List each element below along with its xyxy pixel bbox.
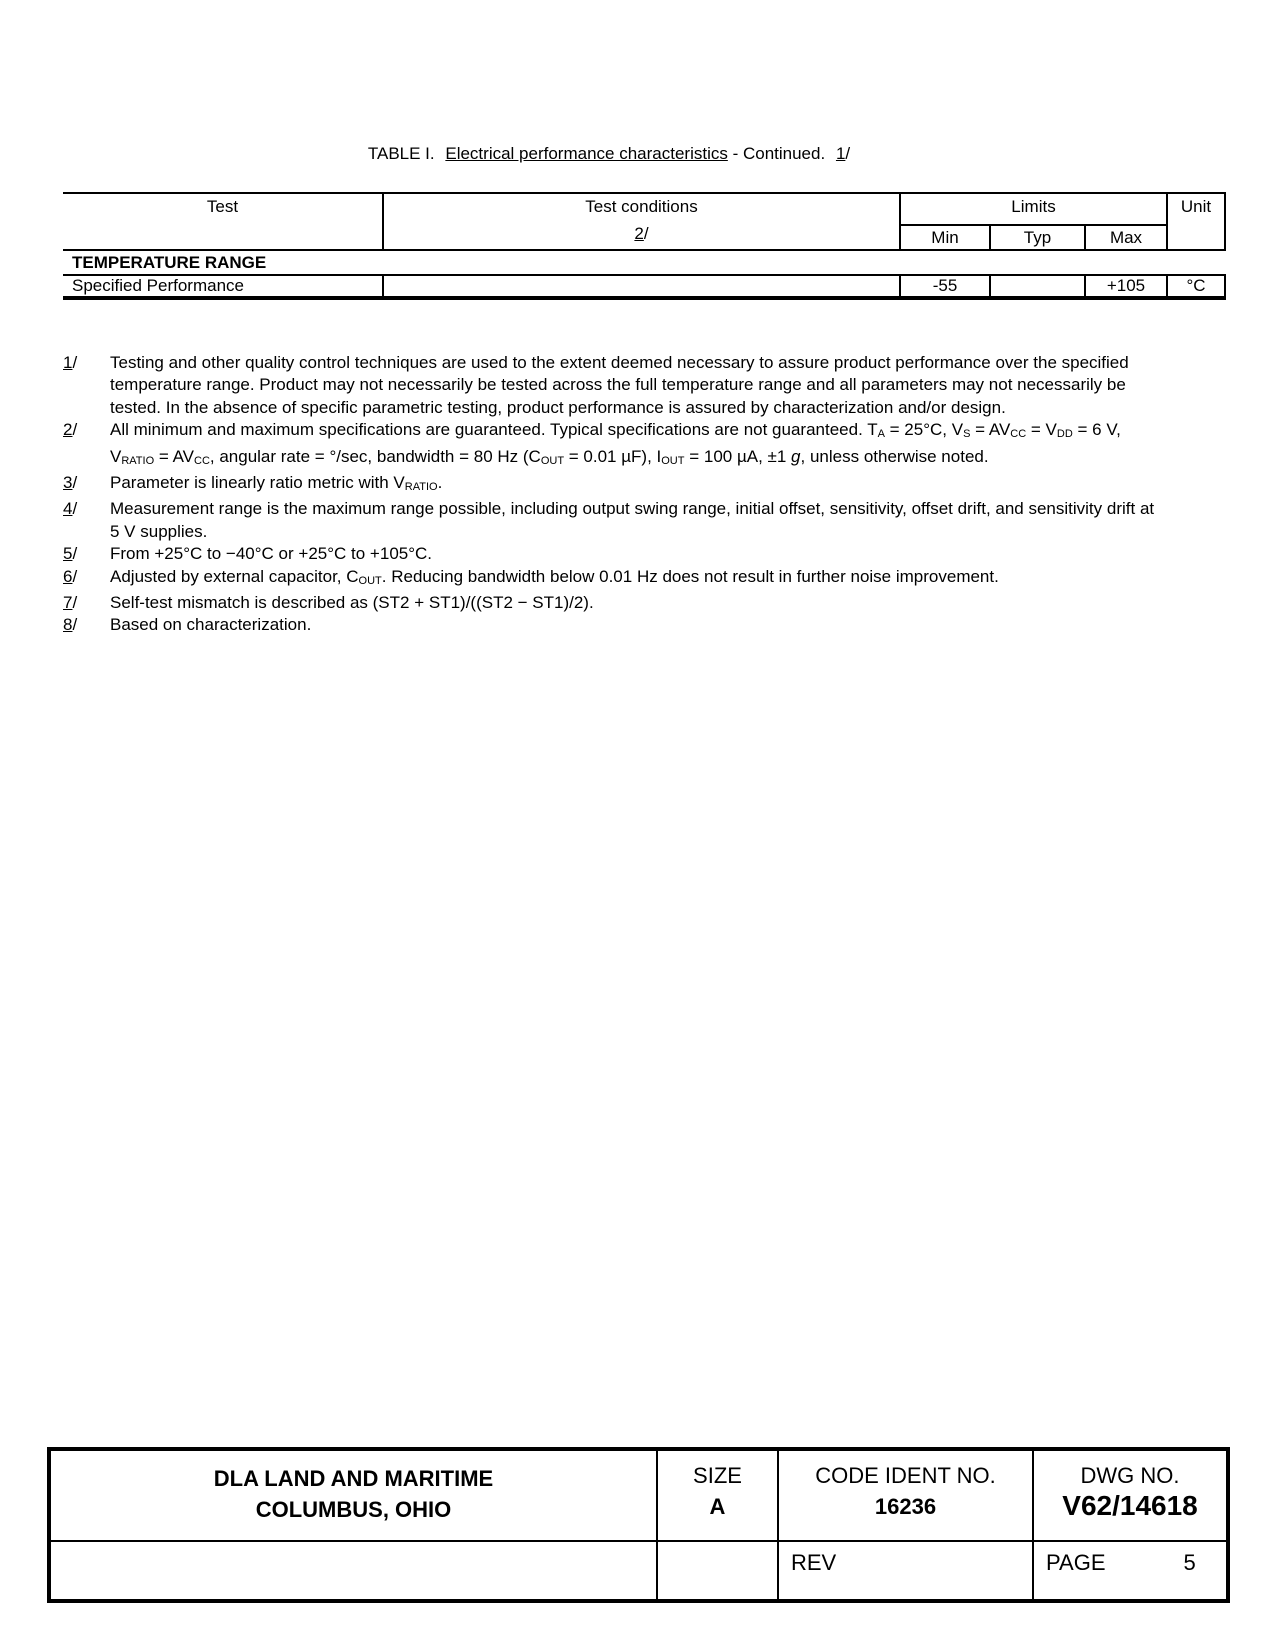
footnote-text: Self-test mismatch is described as (ST2 + ST1)/((ST2 − ST1)/2). (110, 593, 594, 613)
footnote-ref-1: 1/ (835, 144, 851, 163)
footnote-text: All minimum and maximum specifications are guaranteed. Typical specifications are not guaranteed. TA = 25°C, VS = AVCC = VDD = 6 V, VRATIO = AVCC, angular rate = °/sec, bandwidth = 80 Hz (COUT = 0.01 µF), IOUT = 100 µA, ±1 g, unless otherwise noted. (110, 420, 1121, 467)
footnote-text: Based on characterization. (110, 615, 312, 635)
footnotes (63, 352, 1168, 637)
footnote-marker: 8/ (63, 615, 78, 635)
col-header-unit: Unit (1167, 193, 1225, 250)
col-header-test: Test (63, 193, 383, 250)
section-row-temperature-range: TEMPERATURE RANGE (63, 250, 1225, 275)
footer-empty-size-cell (656, 1542, 777, 1599)
org-line1: DLA LAND AND MARITIME (213, 1466, 494, 1491)
table-title (0, 144, 1218, 164)
footnote-item (63, 419, 1168, 472)
footnote-text: Testing and other quality control techniques are used to the extent deemed necessary to assure product performance over the specified temperature range. Product may not necessarily be tested across the full temperature range and all parameters may not necessarily be tested. In the absence of specific parametric testing, product performance is assured by characterization and/or design. (110, 353, 1129, 417)
test-conditions-label: Test conditions (585, 197, 698, 216)
footnote-text: Adjusted by external capacitor, COUT. Reducing bandwidth below 0.01 Hz does not result in further noise improvement. (110, 566, 999, 587)
col-header-limits: Limits (900, 193, 1167, 225)
footnote-marker: 2/ (63, 420, 78, 440)
col-header-typ: Typ (990, 225, 1085, 250)
page-cell (1032, 1542, 1226, 1599)
footnote-item (63, 498, 1168, 543)
cell-min: -55 (900, 275, 990, 298)
footnote-ref-2: 2/ (634, 224, 649, 243)
cell-max: +105 (1085, 275, 1167, 298)
footnote-marker: 4/ (63, 499, 78, 519)
footnote-marker: 3/ (63, 473, 78, 493)
cell-typ (990, 275, 1085, 298)
footnote-marker: 1/ (63, 353, 78, 372)
footnote-item (63, 543, 1168, 565)
rev-label: REV (791, 1550, 837, 1575)
dwg-no-cell (1032, 1451, 1226, 1540)
page-label: PAGE (1046, 1550, 1106, 1575)
col-header-min: Min (900, 225, 990, 250)
code-ident-cell (777, 1451, 1032, 1540)
table-title-underlined: Electrical performance characteristics (445, 144, 728, 163)
org-line2: COLUMBUS, OHIO (255, 1497, 452, 1522)
footnote-item (63, 566, 1168, 592)
code-ident-label: CODE IDENT NO. (815, 1463, 996, 1488)
table-title-prefix: TABLE I. (367, 144, 435, 163)
footnote-marker: 7/ (63, 593, 78, 613)
table-title-continued: - Continued. (732, 144, 826, 163)
footnote-text: Measurement range is the maximum range possible, including output swing range, initial offset, sensitivity, offset drift, and sensitivity drift at 5 V supplies. (110, 499, 1155, 541)
dwg-no-value: V62/14618 (1062, 1490, 1198, 1521)
size-value: A (709, 1494, 726, 1519)
title-block (47, 1447, 1230, 1603)
footnote-item (63, 352, 1168, 419)
footnote-text: From +25°C to −40°C or +25°C to +105°C. (110, 544, 433, 564)
dwg-no-label: DWG NO. (1080, 1463, 1180, 1488)
footnote-marker: 5/ (63, 544, 78, 564)
table-row (63, 275, 1225, 298)
electrical-characteristics-table (63, 192, 1226, 300)
cell-test: Specified Performance (63, 275, 383, 298)
col-header-test-conditions (383, 193, 900, 250)
footnote-marker: 6/ (63, 566, 78, 586)
footnote-item (63, 592, 1168, 614)
org-name-cell (51, 1451, 656, 1540)
footer-empty-cell (51, 1542, 656, 1599)
cell-unit: °C (1167, 275, 1225, 298)
footnote-item (63, 472, 1168, 498)
size-cell (656, 1451, 777, 1540)
rev-cell (777, 1542, 1032, 1599)
footnote-item (63, 614, 1168, 636)
footnote-text: Parameter is linearly ratio metric with VRATIO. (110, 473, 443, 494)
code-ident-value: 16236 (874, 1494, 937, 1519)
col-header-max: Max (1085, 225, 1167, 250)
cell-conditions (383, 275, 900, 298)
size-label: SIZE (693, 1463, 742, 1488)
page-number: 5 (1183, 1550, 1196, 1575)
